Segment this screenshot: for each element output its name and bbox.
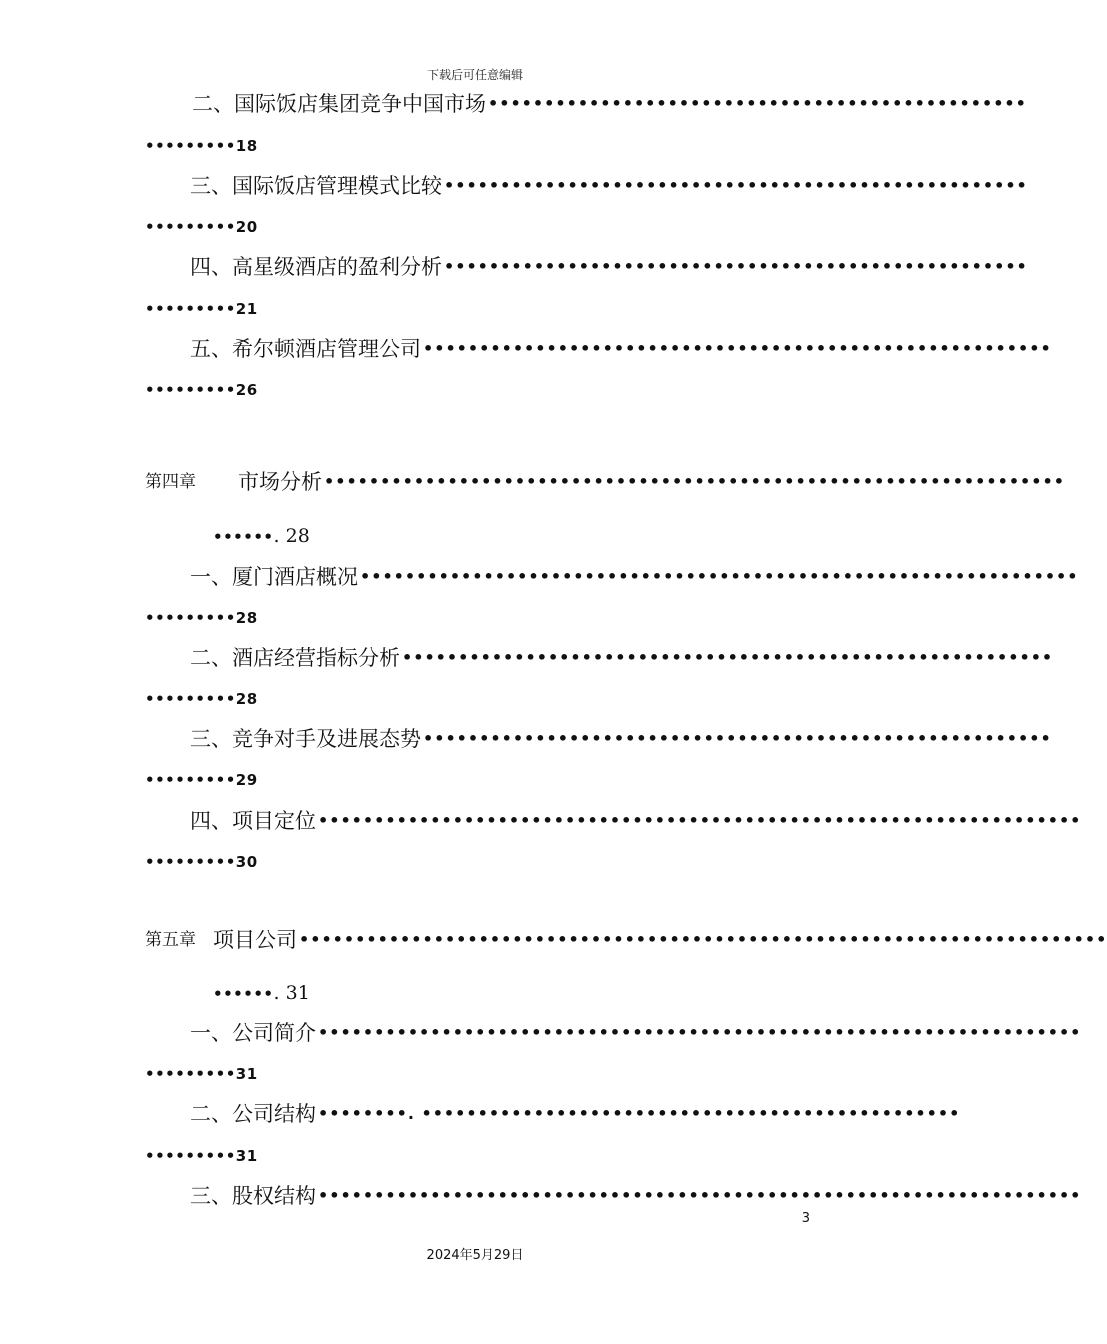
toc-leader-dots: ••••••••. •••••••••••••••••••••••••••••••••••••••••••••••• (318, 1104, 961, 1123)
toc-entry-hilton[interactable] (190, 334, 1052, 364)
toc-chapter-4[interactable] (145, 467, 1065, 497)
toc-entry-company-intro[interactable] (190, 1018, 1082, 1048)
toc-entry-management-models[interactable] (190, 171, 1028, 201)
toc-leader-dots: •••••••••••••••••••••••••••••••••••••••••••••••••••• (444, 257, 1028, 276)
toc-entry-competitors[interactable] (190, 724, 1052, 754)
toc-entry-label: 三、股权结构 (190, 1184, 316, 1208)
toc-page-ref: •••••••••26 (145, 381, 258, 399)
toc-leader-dots: •••••••••••••••••••••••••••••••••••••••••••••••••••••••••••••••••••• (318, 811, 1082, 830)
toc-entry-label: 项目公司 (213, 928, 297, 952)
toc-entry-label: 四、高星级酒店的盈利分析 (190, 255, 442, 279)
toc-entry-label: 市场分析 (238, 470, 322, 494)
toc-chapter-5[interactable] (145, 925, 1107, 955)
page-footer-date: 2024年5月29日 (426, 1248, 524, 1263)
toc-entry-intl-groups-china[interactable] (192, 89, 1027, 119)
toc-entry-label: 四、项目定位 (190, 809, 316, 833)
toc-page-ref: •••••••••21 (145, 300, 258, 318)
toc-entry-label: 三、国际饭店管理模式比较 (190, 174, 442, 198)
toc-entry-label: 一、公司简介 (190, 1021, 316, 1045)
toc-leader-dots: •••••••••••••••••••••••••••••••••••••••••••••••••••••••••• (402, 648, 1054, 667)
toc-page-ref: •••••••••30 (145, 853, 258, 871)
toc-leader-dots: •••••••••••••••••••••••••••••••••••••••••••••••••••• (444, 176, 1028, 195)
toc-entry-operating-indicators[interactable] (190, 643, 1054, 673)
toc-page-ref: •••••••••20 (145, 218, 258, 236)
toc-entry-positioning[interactable] (190, 806, 1082, 836)
toc-page-ref: •••••••••28 (145, 609, 258, 627)
toc-leader-dots: •••••••••••••••••••••••••••••••••••••••••••••••••••••••••••••••••• (324, 472, 1065, 491)
chapter-number: 第四章 (145, 472, 196, 492)
toc-leader-dots: •••••••••••••••••••••••••••••••••••••••••••••••••••••••••••••••••••• (318, 1023, 1082, 1042)
toc-leader-dots: •••••••••••••••••••••••••••••••••••••••••••••••••••••••••••••••••••••••• (299, 930, 1107, 949)
toc-entry-profit-analysis[interactable] (190, 252, 1028, 282)
toc-page-ref: •••••••••29 (145, 771, 258, 789)
toc-entry-label: 五、希尔顿酒店管理公司 (190, 337, 421, 361)
toc-entry-label: 二、酒店经营指标分析 (190, 646, 400, 670)
toc-entry-company-structure[interactable] (190, 1099, 961, 1129)
toc-leader-dots: •••••••••••••••••••••••••••••••••••••••••••••••• (488, 94, 1027, 113)
page-number: 3 (801, 1211, 810, 1226)
page-header: 下载后可任意编辑 (426, 68, 523, 82)
toc-page-ref: •••••••••31 (145, 1065, 258, 1083)
toc-entry-label: 二、公司结构 (190, 1102, 316, 1126)
toc-leader-dots: •••••••••••••••••••••••••••••••••••••••••••••••••••••••• (423, 339, 1052, 358)
toc-leader-dots: •••••••••••••••••••••••••••••••••••••••••••••••••••••••• (423, 729, 1052, 748)
toc-page-ref: •••••••••28 (145, 690, 258, 708)
toc-entry-label: 一、厦门酒店概况 (190, 565, 358, 589)
toc-entry-equity-structure[interactable] (190, 1181, 1082, 1211)
toc-leader-dots: •••••••••••••••••••••••••••••••••••••••••••••••••••••••••••••••• (360, 567, 1079, 586)
toc-page-ref: ••••••. 31 (213, 982, 310, 1004)
chapter-number: 第五章 (145, 930, 196, 950)
toc-entry-label: 三、竞争对手及进展态势 (190, 727, 421, 751)
toc-entry-label: 二、国际饭店集团竞争中国市场 (192, 92, 486, 116)
toc-leader-dots: •••••••••••••••••••••••••••••••••••••••••••••••••••••••••••••••••••• (318, 1186, 1082, 1205)
toc-page-ref: ••••••. 28 (213, 525, 310, 547)
toc-entry-xiamen-hotels[interactable] (190, 562, 1079, 592)
toc-page-ref: •••••••••18 (145, 137, 258, 155)
toc-page-ref: •••••••••31 (145, 1147, 258, 1165)
